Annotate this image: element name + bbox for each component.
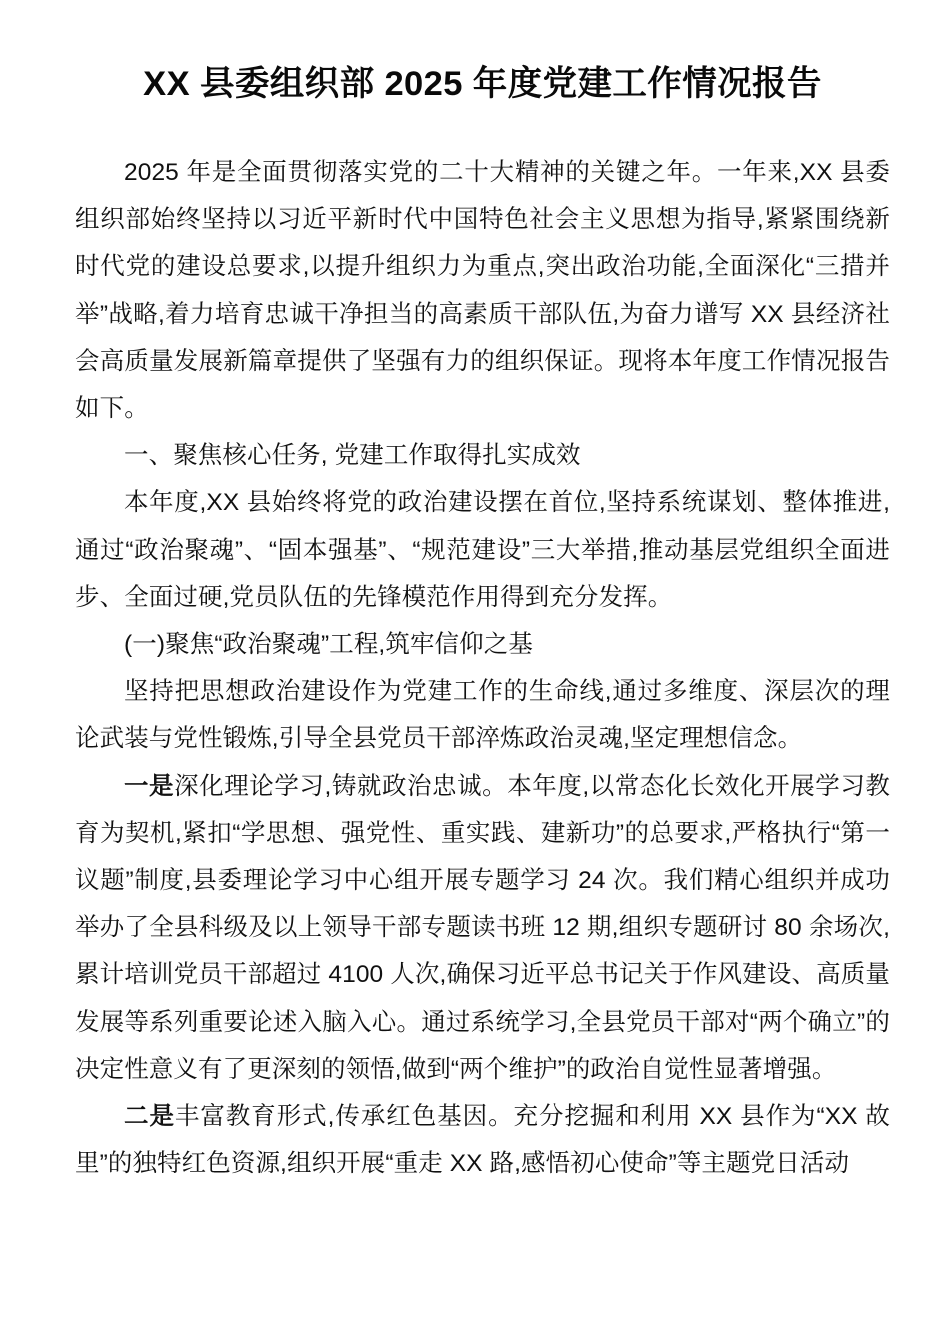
paragraph-point-1 [75, 763, 890, 1093]
paragraph-section-1-body: 本年度,XX 县始终将党的政治建设摆在首位,坚持系统谋划、整体推进,通过“政治聚魂”、“固本强基”、“规范建设”三大举措,推动基层党组织全面进步、全面过硬,党员队伍的先锋模范作用得到充分发挥。 [75, 489, 890, 611]
document-body [75, 0, 890, 1187]
subsection-heading-1-1: (一)聚焦“政治聚魂”工程,筑牢信仰之基 [124, 631, 533, 659]
run-in-text-point-1: 深化理论学习,铸就政治忠诚。本年度,以常态化长效化开展学习教育为契机,紧扣“学思想、强党性、重实践、建新功”的总要求,严格执行“第一议题”制度,县委理论学习中心组开展专题学习 24 次。我们精心组织并成功举办了全县科级及以上领导干部专题读书班 12 期,组织专题研讨 80 余场次,累计培训党员干部超过 4100 人次,确保习近平总书记关于作风建设、高质量发展等系列重要论述入脑入心。通过系统学习,全县党员干部对“两个确立”的决定性意义有了更深刻的领悟,做到“两个维护”的政治自觉性显著增强。 [75, 772, 890, 1083]
paragraph-subsection-1-1-body: 坚持把思想政治建设作为党建工作的生命线,通过多维度、深层次的理论武装与党性锻炼,引导全县党员干部淬炼政治灵魂,坚定理想信念。 [75, 678, 890, 753]
paragraph-point-2 [75, 1093, 890, 1187]
page-title: XX 县委组织部 2025 年度党建工作情况报告 [143, 65, 822, 103]
run-in-lead-point-1: 一是 [124, 772, 175, 800]
paragraph-opening: 2025 年是全面贯彻落实党的二十大精神的关键之年。一年来,XX 县委组织部始终坚持以习近平新时代中国特色社会主义思想为指导,紧紧围绕新时代党的建设总要求,以提升组织力为重点,突出政治功能,全面深化“三措并举”战略,着力培育忠诚干净担当的高素质干部队伍,为奋力谱写 XX 县经济社会高质量发展新篇章提供了坚强有力的组织保证。现将本年度工作情况报告如下。 [75, 159, 890, 423]
run-in-text-point-2: 丰富教育形式,传承红色基因。充分挖掘和利用 XX 县作为“XX 故里”的独特红色资源,组织开展“重走 XX 路,感悟初心使命”等主题党日活动 [75, 1103, 890, 1178]
run-in-lead-point-2: 二是 [124, 1103, 175, 1131]
section-heading-1: 一、聚焦核心任务, 党建工作取得扎实成效 [124, 442, 581, 470]
